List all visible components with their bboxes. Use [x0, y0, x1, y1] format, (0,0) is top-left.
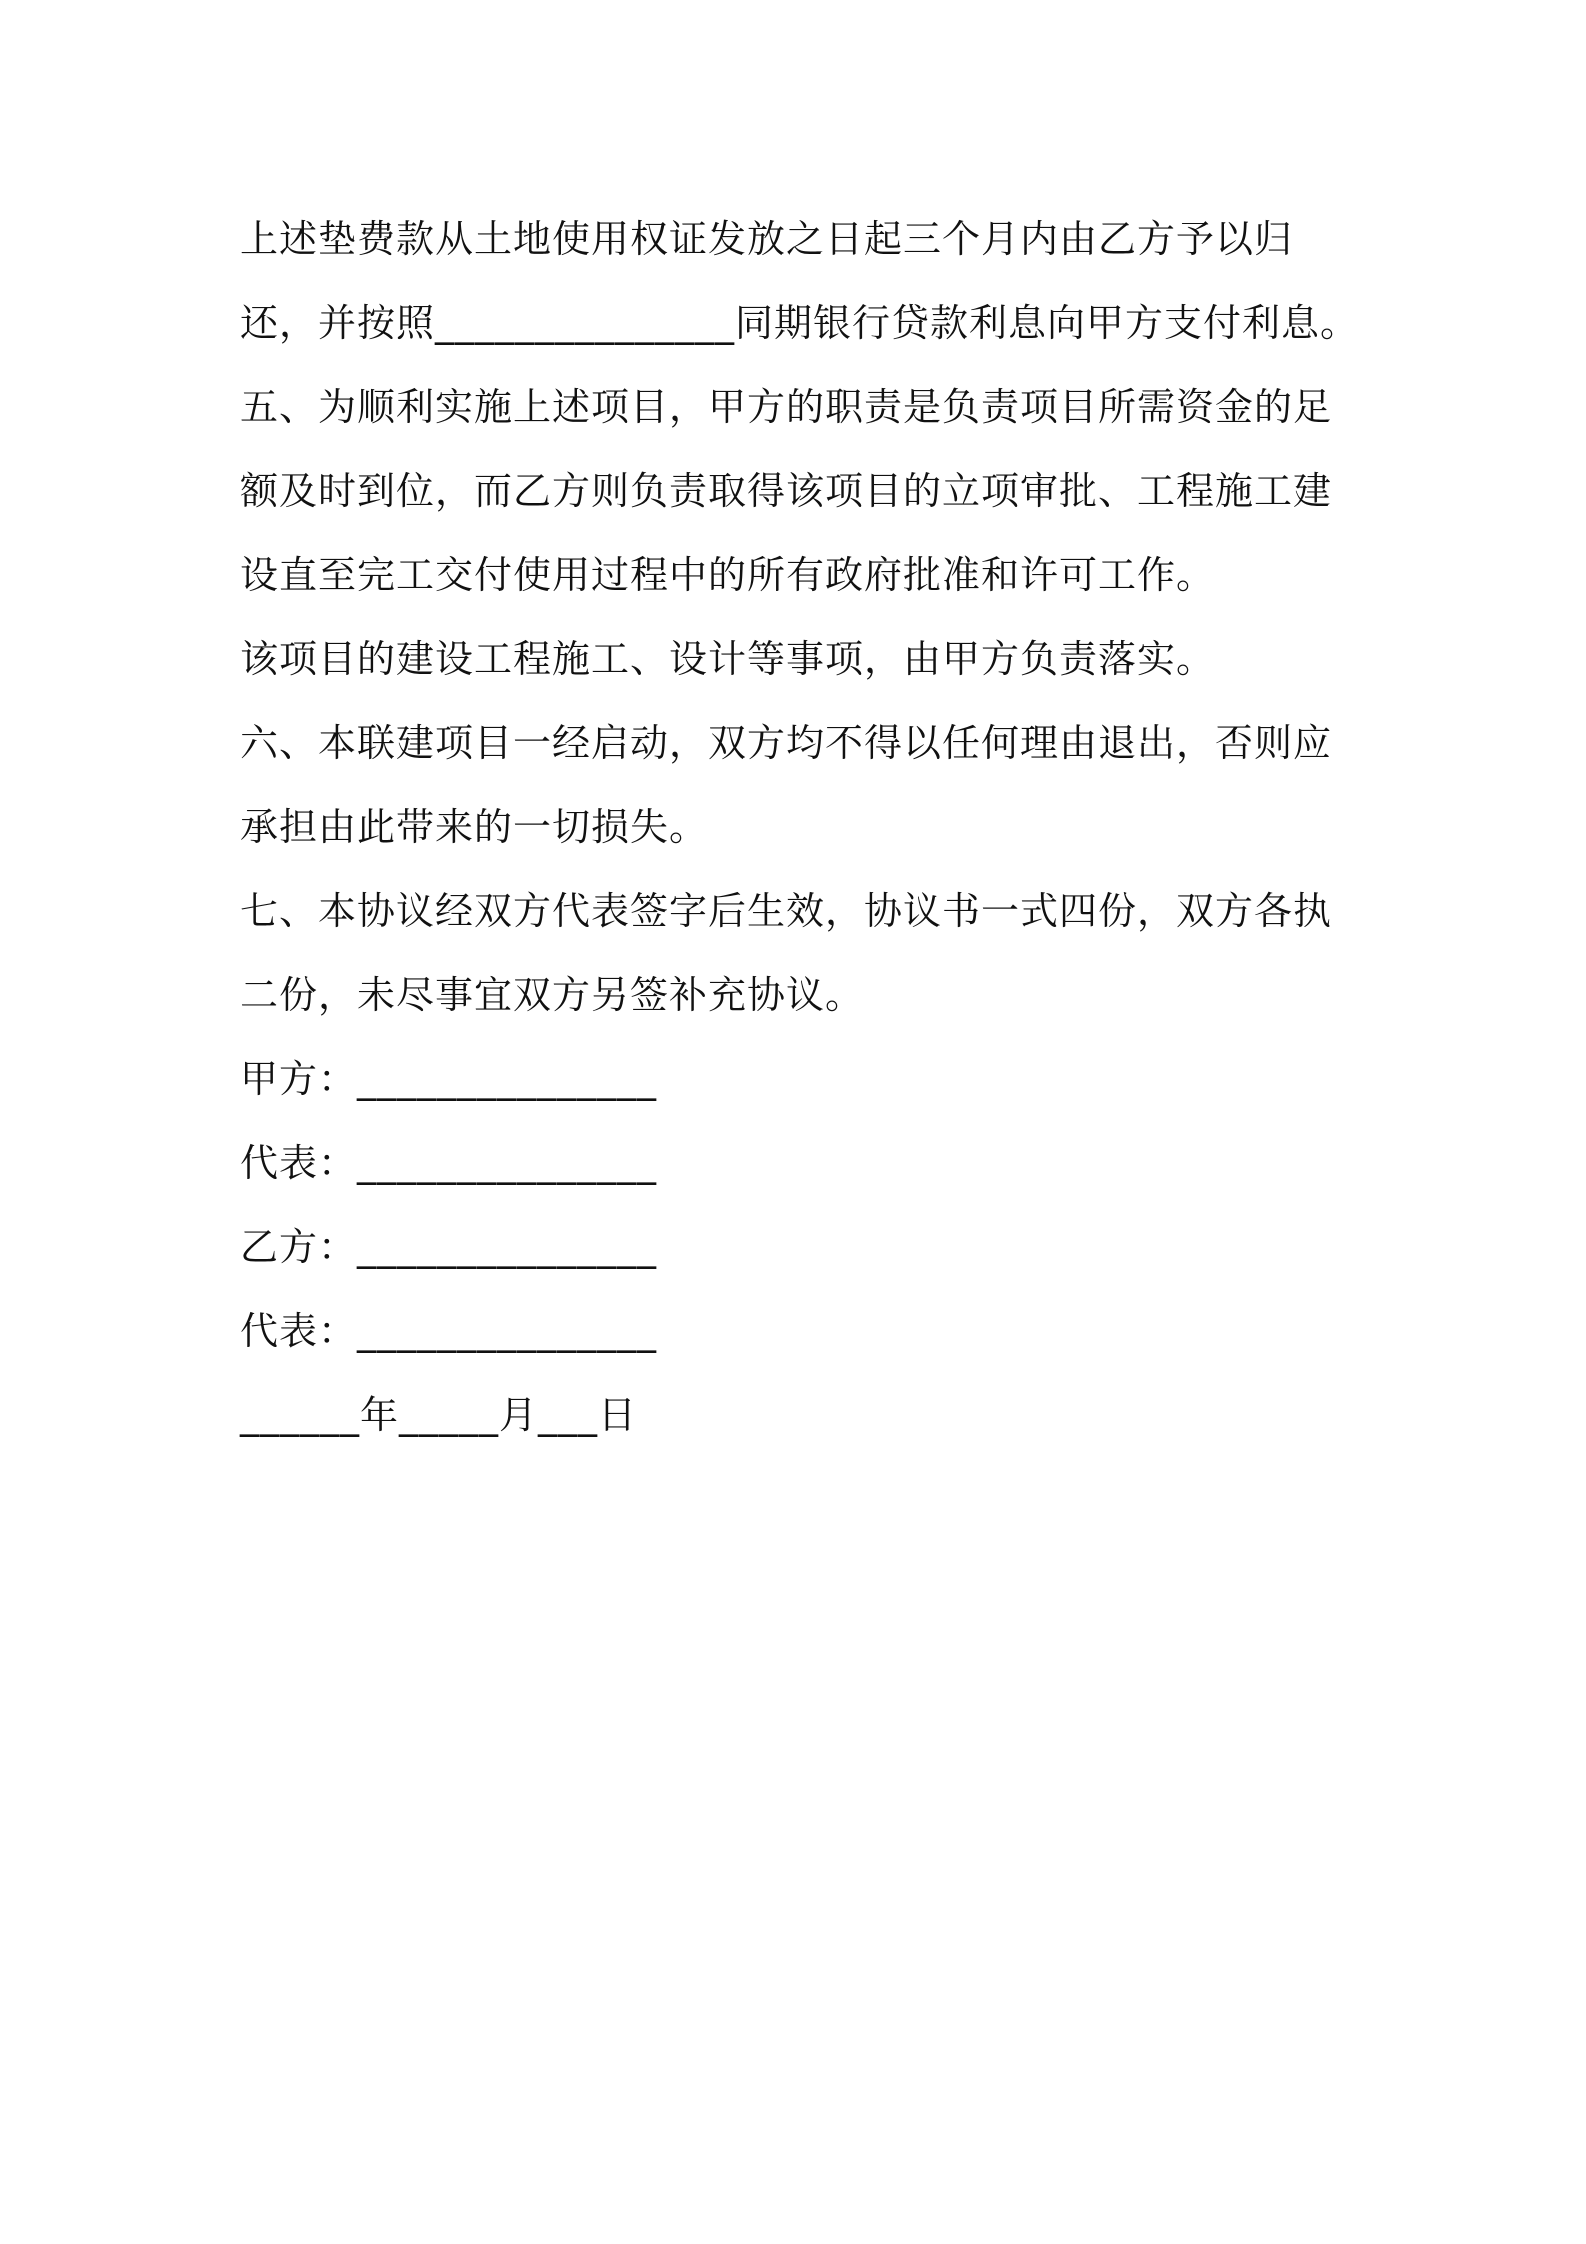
text-line-7: 六、本联建项目一经启动，双方均不得以任何理由退出，否则应 [240, 721, 1333, 765]
text-line-5: 设直至完工交付使用过程中的所有政府批准和许可工作。 [240, 553, 1216, 597]
text-line-8: 承担由此带来的一切损失。 [240, 805, 709, 849]
text-line-10: 二份，未尽事宜双方另签补充协议。 [240, 973, 865, 1017]
party-b-representative-field: 代表：_______________ [240, 1309, 658, 1353]
date-field: ______年_____月___日 [240, 1393, 638, 1437]
document-body [240, 197, 1380, 1457]
text-line-4: 额及时到位，而乙方则负责取得该项目的立项审批、工程施工建 [240, 469, 1333, 513]
text-line-1: 上述垫费款从土地使用权证发放之日起三个月内由乙方予以归 [240, 217, 1294, 261]
party-a-field: 甲方：_______________ [240, 1057, 658, 1101]
text-line-2: 还，并按照_______________同期银行贷款利息向甲方支付利息。 [240, 301, 1360, 345]
text-line-9: 七、本协议经双方代表签字后生效，协议书一式四份，双方各执 [240, 889, 1333, 933]
party-a-representative-field: 代表：_______________ [240, 1141, 658, 1185]
text-line-3: 五、为顺利实施上述项目，甲方的职责是负责项目所需资金的足 [240, 385, 1333, 429]
party-b-field: 乙方：_______________ [240, 1225, 658, 1269]
text-line-6: 该项目的建设工程施工、设计等事项，由甲方负责落实。 [240, 637, 1216, 681]
